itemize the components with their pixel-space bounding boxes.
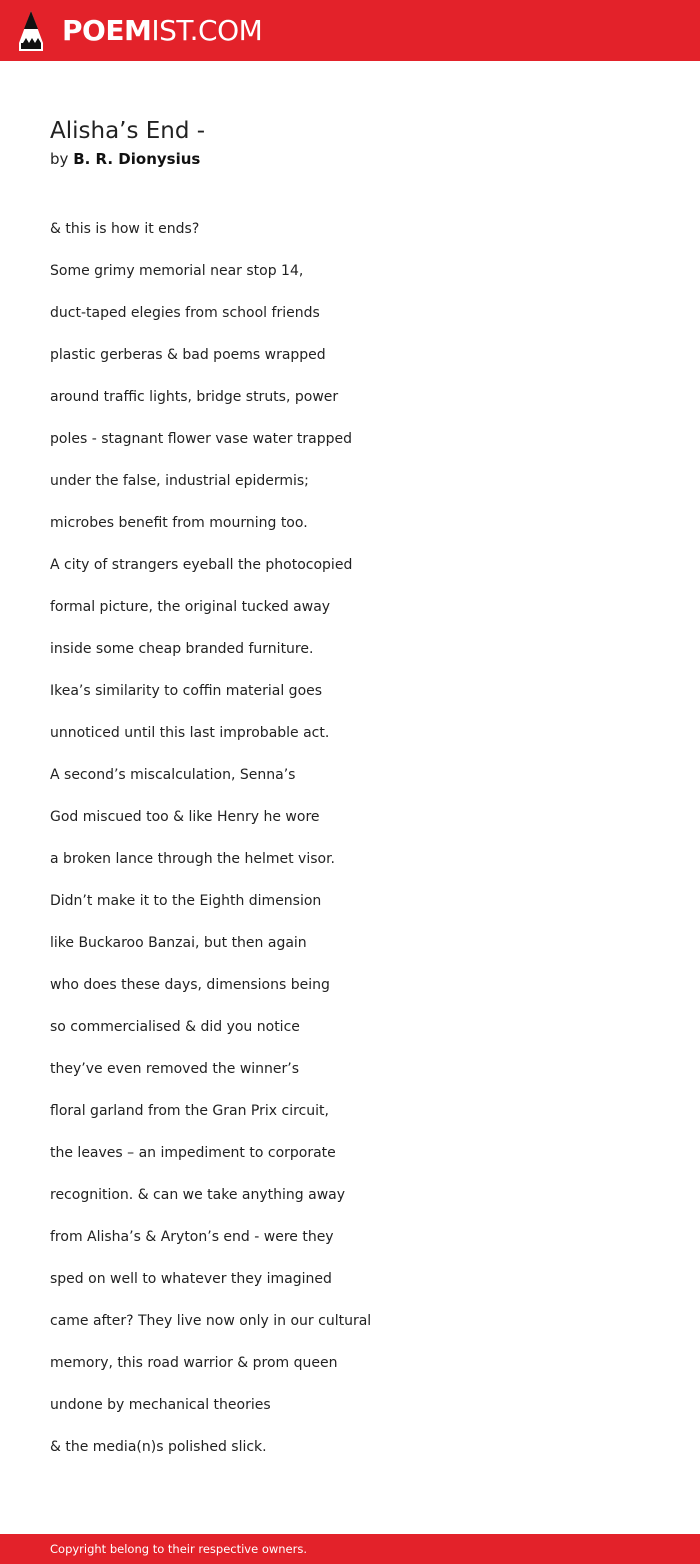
poem-line: & the media(n)s polished slick. (50, 1439, 267, 1455)
poem-line: poles - stagnant flower vase water trapped (50, 431, 353, 447)
byline-prefix: by (50, 150, 69, 168)
poem-line: A city of strangers eyeball the photocopied (50, 557, 353, 573)
poem-line: recognition. & can we take anything away (50, 1187, 346, 1203)
poem-line: so commercialised & did you notice (50, 1019, 300, 1035)
poem-line: unnoticed until this last improbable act. (50, 725, 330, 741)
site-logo-link[interactable] (17, 9, 262, 53)
poem-line: plastic gerberas & bad poems wrapped (50, 347, 326, 363)
poem-byline (50, 147, 200, 171)
poem-line: inside some cheap branded furniture. (50, 641, 314, 657)
poem-line: sped on well to whatever they imagined (50, 1271, 332, 1287)
poem-line: formal picture, the original tucked away (50, 599, 331, 615)
site-logo-text (62, 9, 262, 53)
poem-line: & this is how it ends? (50, 221, 200, 237)
poem-line: duct-taped elegies from school friends (50, 305, 320, 321)
poem-line: A second’s miscalculation, Senna’s (50, 767, 296, 783)
poem-line: they’ve even removed the winner’s (50, 1061, 300, 1077)
site-header (0, 0, 700, 61)
poem-line: microbes benefit from mourning too. (50, 515, 308, 531)
copyright-text: Copyright belong to their respective owners. (50, 1542, 308, 1556)
poem-line: undone by mechanical theories (50, 1397, 271, 1413)
poem-line: Some grimy memorial near stop 14, (50, 263, 304, 279)
poem-line: floral garland from the Gran Prix circuit, (50, 1103, 329, 1119)
poem-line: who does these days, dimensions being (50, 977, 330, 993)
logo-text-strong: POEM (62, 14, 152, 47)
poem-line: like Buckaroo Banzai, but then again (50, 935, 307, 951)
poem-line: a broken lance through the helmet visor. (50, 851, 335, 867)
author-link[interactable]: B. R. Dionysius (73, 150, 201, 168)
poem-line: God miscued too & like Henry he wore (50, 809, 320, 825)
poem-body (50, 208, 650, 1468)
logo-text-light: IST.COM (151, 14, 263, 47)
poem-line: from Alisha’s & Aryton’s end - were they (50, 1229, 334, 1245)
poem-line: Didn’t make it to the Eighth dimension (50, 893, 322, 909)
poem-line: memory, this road warrior & prom queen (50, 1355, 338, 1371)
poem-line: Ikea’s similarity to coffin material goes (50, 683, 323, 699)
site-footer (0, 1534, 700, 1564)
poem-line: the leaves – an impediment to corporate (50, 1145, 336, 1161)
poem-line: around traffic lights, bridge struts, power (50, 389, 339, 405)
poem-title: Alisha’s End - (50, 118, 206, 144)
pencil-tip-icon (17, 10, 45, 52)
poem-line: under the false, industrial epidermis; (50, 473, 309, 489)
poem-line: came after? They live now only in our cultural (50, 1313, 372, 1329)
